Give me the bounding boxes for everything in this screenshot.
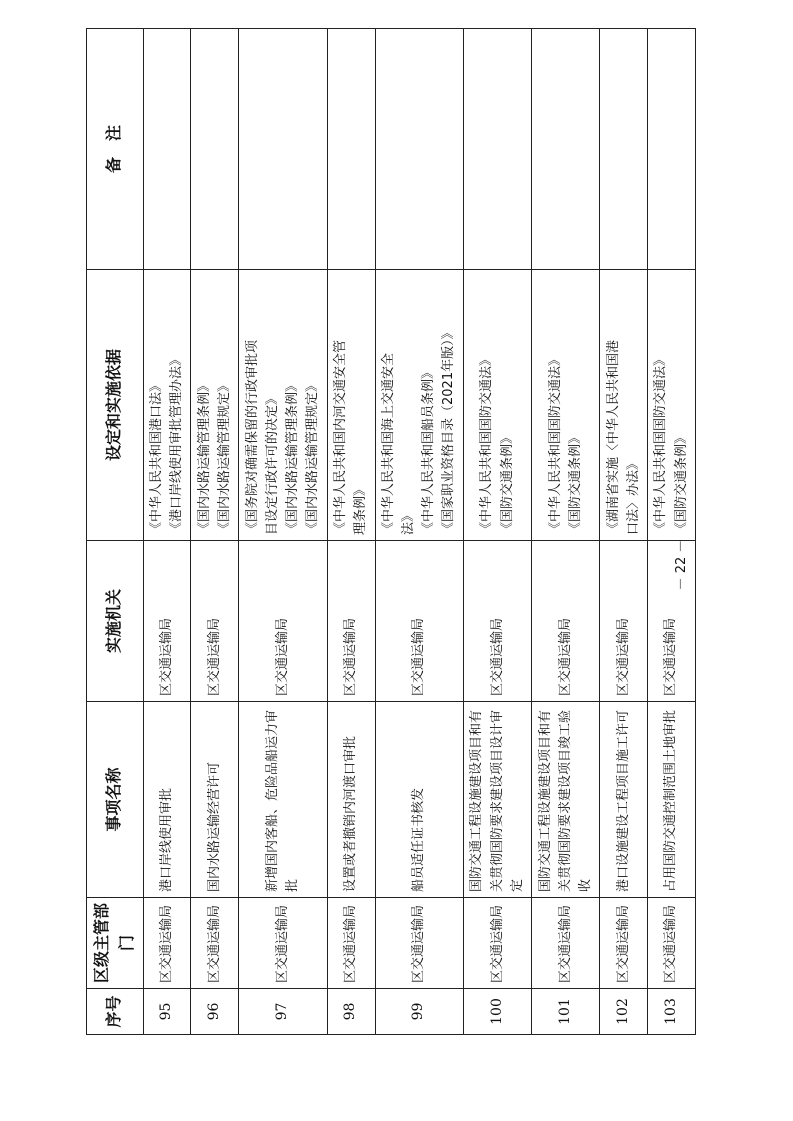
- row-basis: [375, 270, 464, 541]
- basis-line: 目设定行政许可的决定》: [264, 391, 280, 535]
- header-basis: 设定和实施依据: [87, 270, 144, 541]
- row-agency: 区交通运输局: [143, 541, 191, 702]
- row-item-name: 国内水路运输经营许可: [191, 702, 239, 898]
- approval-items-table: [86, 28, 696, 1035]
- row-number: 99: [375, 989, 464, 1035]
- row-dept: 区交通运输局: [464, 898, 532, 989]
- basis-line: 《国内水路运输管理条例》: [284, 378, 300, 535]
- page-number: － 22 －: [674, 539, 689, 591]
- basis-line: 《国防交通条例》: [499, 430, 515, 535]
- header-dept: 区级主管部门: [87, 898, 144, 989]
- basis-line: 《中华人民共和国船员条例》: [421, 365, 437, 535]
- basis-line: 《国防交通条例》: [567, 430, 583, 535]
- row-item-name: 国防交通工程设施建设项目和有关贯彻国防要求建设项目竣工验收: [532, 702, 600, 898]
- table-header-row: [87, 29, 144, 1035]
- row-number: 102: [600, 989, 648, 1035]
- row-basis: [600, 270, 648, 541]
- row-note: [375, 29, 464, 270]
- rotated-table-container: [86, 95, 696, 1035]
- row-dept: 区交通运输局: [143, 898, 191, 989]
- row-item-name: 港口岸线使用审批: [143, 702, 191, 898]
- row-agency: 区交通运输局: [239, 541, 328, 702]
- row-basis: [464, 270, 532, 541]
- basis-line: 《中华人民共和国国防交通法》: [479, 352, 495, 535]
- header-no: 序号: [87, 989, 144, 1035]
- table-row: [532, 29, 600, 1035]
- row-number: 96: [191, 989, 239, 1035]
- row-item-name: 国防交通工程设施建设项目和有关贯彻国防要求建设项目设计审定: [464, 702, 532, 898]
- row-note: [327, 29, 375, 270]
- basis-line: 法》: [401, 508, 417, 535]
- basis-line: 《国内水路运输管理条例》: [196, 378, 212, 535]
- basis-line: 《国防交通条例》: [673, 430, 689, 535]
- row-item-name: 占用国防交通控制范围土地审批: [648, 702, 696, 898]
- row-agency: 区交通运输局: [532, 541, 600, 702]
- row-number: 95: [143, 989, 191, 1035]
- row-note: [600, 29, 648, 270]
- basis-line: 《中华人民共和国内河交通安全管: [332, 339, 348, 535]
- row-agency: 区交通运输局: [464, 541, 532, 702]
- header-agency: 实施机关: [87, 541, 144, 702]
- row-dept: 区交通运输局: [375, 898, 464, 989]
- row-note: [648, 29, 696, 270]
- row-agency: 区交通运输局: [600, 541, 648, 702]
- row-number: 103: [648, 989, 696, 1035]
- table-row: [327, 29, 375, 1035]
- row-note: [143, 29, 191, 270]
- row-note: [191, 29, 239, 270]
- row-number: 101: [532, 989, 600, 1035]
- row-agency: 区交通运输局: [648, 541, 696, 702]
- page-number-wrap: [652, 539, 712, 595]
- header-note: 备 注: [87, 29, 144, 270]
- row-basis: [327, 270, 375, 541]
- basis-line: 理条例》: [353, 482, 369, 535]
- row-agency: 区交通运输局: [191, 541, 239, 702]
- basis-line: 《中华人民共和国海上交通安全: [380, 352, 396, 535]
- basis-line: 口法〉办法》: [625, 456, 641, 535]
- basis-line: 《中华人民共和国国防交通法》: [653, 352, 669, 535]
- row-dept: 区交通运输局: [191, 898, 239, 989]
- header-item: 事项名称: [87, 702, 144, 898]
- basis-line: 《港口岸线使用审批管理办法》: [168, 352, 184, 535]
- basis-line: 《国家职业资格目录（2021年版）》: [441, 326, 457, 535]
- basis-line: 《国内水路运输管理规定》: [305, 378, 321, 535]
- row-note: [464, 29, 532, 270]
- row-basis: [143, 270, 191, 541]
- table-row: [648, 29, 696, 1035]
- row-basis: [191, 270, 239, 541]
- basis-line: 《中华人民共和国国防交通法》: [547, 352, 563, 535]
- row-dept: 区交通运输局: [648, 898, 696, 989]
- row-item-name: 港口设施建设工程项目施工许可: [600, 702, 648, 898]
- table-row: [375, 29, 464, 1035]
- row-basis: [648, 270, 696, 541]
- basis-line: 《中华人民共和国港口法》: [148, 378, 164, 535]
- row-agency: 区交通运输局: [375, 541, 464, 702]
- row-dept: 区交通运输局: [532, 898, 600, 989]
- table-row: [191, 29, 239, 1035]
- row-basis: [532, 270, 600, 541]
- basis-line: 《国务院对确需保留的行政审批项: [244, 339, 260, 535]
- row-number: 97: [239, 989, 328, 1035]
- row-dept: 区交通运输局: [239, 898, 328, 989]
- row-note: [532, 29, 600, 270]
- row-item-name: 新增国内客船、危险品船运力审批: [239, 702, 328, 898]
- row-note: [239, 29, 328, 270]
- row-dept: 区交通运输局: [327, 898, 375, 989]
- table-row: [464, 29, 532, 1035]
- basis-line: 《国内水路运输管理规定》: [216, 378, 232, 535]
- row-agency: 区交通运输局: [327, 541, 375, 702]
- table-row: [143, 29, 191, 1035]
- basis-line: 《湖南省实施〈中华人民共和国港: [605, 339, 621, 535]
- row-number: 98: [327, 989, 375, 1035]
- row-dept: 区交通运输局: [600, 898, 648, 989]
- table-body: [143, 29, 695, 1035]
- row-number: 100: [464, 989, 532, 1035]
- row-basis: [239, 270, 328, 541]
- table-row: [239, 29, 328, 1035]
- row-item-name: 设置或者撤销内河渡口审批: [327, 702, 375, 898]
- row-item-name: 船员适任证书核发: [375, 702, 464, 898]
- table-row: [600, 29, 648, 1035]
